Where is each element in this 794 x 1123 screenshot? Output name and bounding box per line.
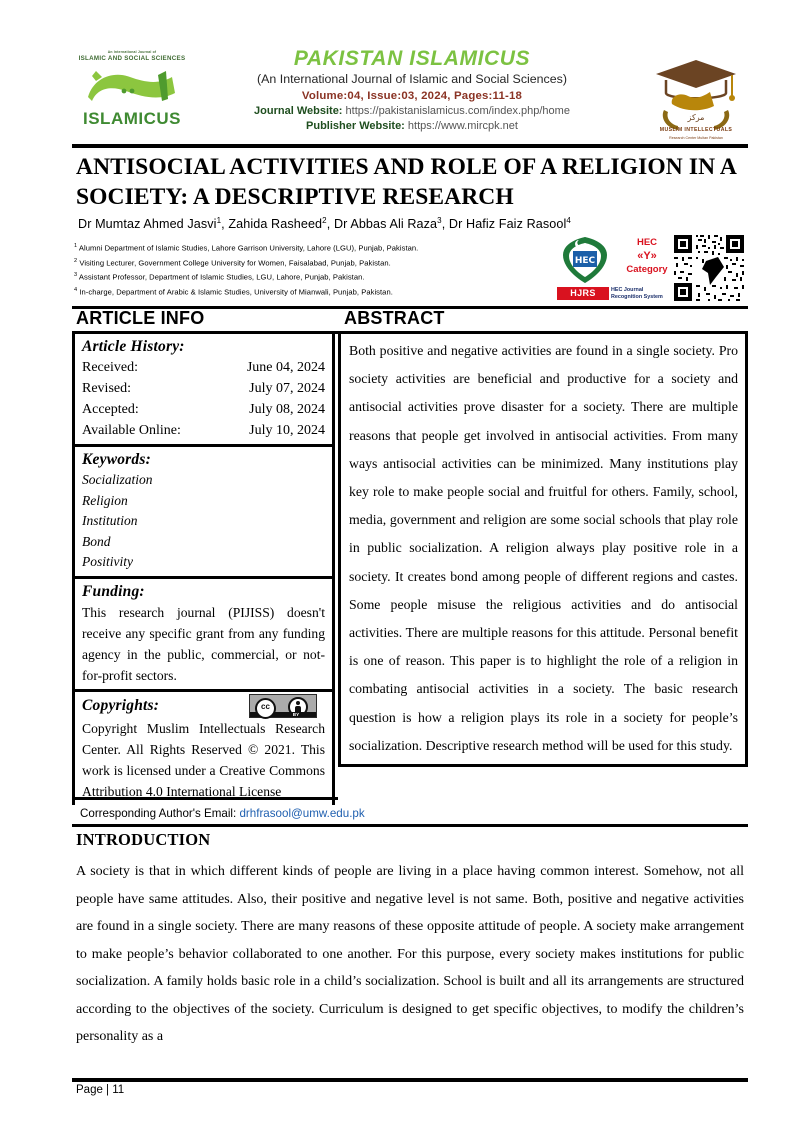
history-value-revised: July 07, 2024	[249, 381, 325, 396]
affiliation-text-1: Alumni Department of Islamic Studies, Lahore Garrison University, Lahore (LGU), Punjab, Pakistan.	[78, 243, 419, 253]
svg-text:مركز: مركز	[687, 113, 705, 122]
hec-category-text	[615, 236, 679, 276]
affiliation-item	[74, 240, 554, 255]
author-name-1: Dr Mumtaz Ahmed Jasvi	[78, 217, 217, 232]
history-label-available-online: Available Online:	[82, 423, 181, 438]
journal-masthead	[72, 46, 748, 148]
hec-recognition-line1: HEC Journal	[611, 287, 644, 293]
hjrs-badge-label: HJRS	[557, 287, 609, 300]
muslim-intellectuals-caption-sub: Research Center Multan Pakistan	[669, 136, 723, 140]
masthead-center	[192, 46, 632, 134]
affiliation-text-3: Assistant Professor, Department of Islamic Studies, LGU, Lahore, Punjab, Pakistan.	[78, 273, 365, 282]
affiliation-text-2: Visiting Lecturer, Government College University for Women, Faisalabad, Punjab, Pakistan.	[79, 258, 391, 268]
islamicus-logo-tagline: ISLAMIC AND SOCIAL SCIENCES	[78, 55, 186, 62]
article-info-bottom-rule	[72, 797, 338, 800]
islamicus-logo	[72, 46, 192, 142]
affiliation-marker-3: 3	[74, 272, 78, 279]
introduction-text: A society is that in which different kinds of people are living in a place having common interest. Somehow, not all people have same attitudes. Also, their positive and negative level is not same. Both, positive and negative activities are found in a single society. There are many reasons of these opposite attitude of people. A society make arrangement to make people’s behavior collaborated to one another. For this purpose, every society makes institutions for public socialization. A family holds basic role in a child’s socialization. School is built and all its arrangements are structured according to the objectives of the society. Curriculum is designed to get specific objectives, to modify the children’s personality as a	[76, 864, 744, 1044]
history-value-available-online: July 10, 2024	[249, 423, 325, 438]
article-history-row	[82, 399, 325, 420]
abstract-column	[338, 334, 748, 767]
hec-emblem-icon	[557, 235, 613, 287]
author-list: Dr Mumtaz Ahmed Jasvi$^1$, Zahida Rasheed$^2$, Dr Abbas Ali Raza$^3$, Dr Hafiz Faiz Rasool$^4$	[78, 216, 571, 232]
corresponding-author-email[interactable]: drhfrasool@umw.edu.pk	[239, 807, 365, 820]
islamicus-arabic-calligraphy-icon	[72, 63, 192, 109]
affiliation-text-4: In-charge, Department of Arabic & Islamic Studies, University of Mianwali, Punjab, Pakistan.	[79, 287, 393, 297]
hec-recognition-system-text	[611, 287, 681, 300]
journal-website-line	[192, 104, 632, 119]
by-icon-head	[296, 701, 300, 705]
keyword-item: Religion	[82, 492, 128, 508]
abstract-heading: ABSTRACT	[344, 308, 445, 328]
author-marker-4: 4	[566, 216, 571, 225]
muslim-intellectuals-logo	[644, 48, 748, 142]
corresponding-author-line	[72, 805, 748, 823]
keywords-block	[75, 447, 332, 579]
muslim-intellectuals-caption: MUSLIM INTELLECTUALS	[659, 127, 733, 133]
svg-text:HEC: HEC	[574, 256, 596, 266]
copyrights-text: Copyright Muslim Intellectuals Research Center. All Rights Reserved © 2021. This work is licensed under a Creative Commons Attribution 4.0 International License	[82, 720, 325, 799]
corresponding-author-label: Corresponding Author's Email:	[80, 807, 237, 820]
introduction-heading: INTRODUCTION	[76, 830, 211, 849]
journal-title: PAKISTAN ISLAMICUS	[293, 47, 531, 70]
history-label-accepted: Accepted:	[82, 402, 139, 417]
islamicus-logo-tagline-small: An International Journal of	[107, 50, 157, 54]
article-history-title: Article History:	[82, 338, 185, 355]
publisher-website-url[interactable]: https://www.mircpk.net	[407, 120, 518, 132]
corresponding-author-bar	[72, 805, 748, 827]
keyword-item: Institution	[82, 513, 138, 528]
author-name-2: Zahida Rasheed	[228, 217, 323, 232]
article-history-block	[75, 334, 332, 447]
author-marker-3: 3	[437, 216, 442, 225]
funding-title: Funding:	[82, 582, 145, 600]
copyrights-title: Copyrights:	[82, 697, 160, 714]
history-label-revised: Revised:	[82, 381, 131, 396]
qr-code-icon[interactable]	[672, 233, 746, 303]
hec-recognition-badge	[557, 234, 679, 302]
copyrights-block	[75, 692, 332, 805]
journal-subtitle: (An International Journal of Islamic and Social Sciences)	[257, 72, 567, 86]
hec-label-line1: HEC	[636, 237, 658, 248]
article-history-row	[82, 357, 325, 378]
affiliation-marker-2: 2	[74, 257, 78, 264]
history-value-received: June 04, 2024	[246, 360, 325, 375]
islamicus-logo-wordmark: ISLAMICUS	[83, 109, 181, 128]
affiliation-item	[74, 255, 554, 270]
affiliation-item	[74, 269, 554, 284]
footer-page-number: Page | 11	[76, 1084, 125, 1096]
journal-website-url[interactable]: https://pakistanislamicus.com/index.php/home	[345, 105, 570, 117]
author-name-4: Dr Hafiz Faiz Rasool	[448, 217, 567, 232]
article-history-row	[82, 420, 325, 441]
abstract-text: Both positive and negative activities are found in a single society. Pro society activities are beneficial and productive for a society and antisocial activities prove disaster for a society. There are multiple reasons that people get involved in antisocial activities. From many ways antisocial activities can be minimized. Many institutions play key role to make people social and fruitful for others. Family, school, media, government and religion are some social schools that play role in public socialization. A religion always play positive role in a society. It creates bond among people of different regions and castes. Some people misuse the religious activities and do antisocial activities. There are multiple reasons for this attitude. Personal benefit is one of reason. This paper is to highlight the role of a religion in combating antisocial activities in a society. The basic research question is how a religion plays its role in a society for people’s socialization. Descriptive research method will be used for this study.	[349, 343, 738, 753]
journal-volume-line: Volume:04, Issue:03, 2024, Pages:11-18	[301, 90, 523, 102]
affiliation-item	[74, 284, 554, 299]
hec-recognition-line2: Recognition System	[611, 293, 663, 300]
hec-label-line3: Category	[626, 264, 668, 275]
author-marker-2: 2	[322, 216, 327, 225]
history-label-received: Received:	[82, 360, 138, 375]
creative-commons-badge-icon	[249, 694, 317, 718]
author-name-3: Dr Abbas Ali Raza	[333, 217, 438, 232]
article-info-heading: ARTICLE INFO	[76, 308, 205, 328]
journal-website-label: Journal Website:	[254, 105, 343, 117]
affiliation-marker-4: 4	[74, 287, 78, 294]
copyrights-header-row	[82, 694, 325, 718]
affiliation-list	[74, 240, 554, 299]
keywords-title: Keywords:	[82, 451, 151, 468]
article-history-row	[82, 378, 325, 399]
cc-icon: cc	[255, 698, 276, 719]
footer-rule	[72, 1078, 748, 1082]
history-value-accepted: July 08, 2024	[249, 402, 325, 417]
keyword-item: Bond	[82, 533, 111, 549]
page-title: ANTISOCIAL ACTIVITIES AND ROLE OF A RELIGION IN A SOCIETY: A DESCRIPTIVE RESEARCH	[76, 154, 736, 210]
keyword-item: Positivity	[82, 554, 133, 569]
publisher-website-label: Publisher Website:	[306, 120, 405, 132]
publisher-website-line	[192, 119, 632, 134]
by-label: BY	[284, 712, 308, 717]
keyword-item: Socialization	[82, 472, 153, 487]
funding-block	[75, 579, 332, 692]
author-marker-1: 1	[216, 216, 222, 225]
hec-label-line2: «Y»	[637, 250, 657, 262]
affiliation-marker-1: 1	[74, 243, 78, 249]
article-info-column	[72, 334, 335, 805]
funding-text: This research journal (PIJISS) doesn't receive any specific grant from any funding agency in the public, commercial, or not-for-profit sectors.	[82, 604, 325, 683]
